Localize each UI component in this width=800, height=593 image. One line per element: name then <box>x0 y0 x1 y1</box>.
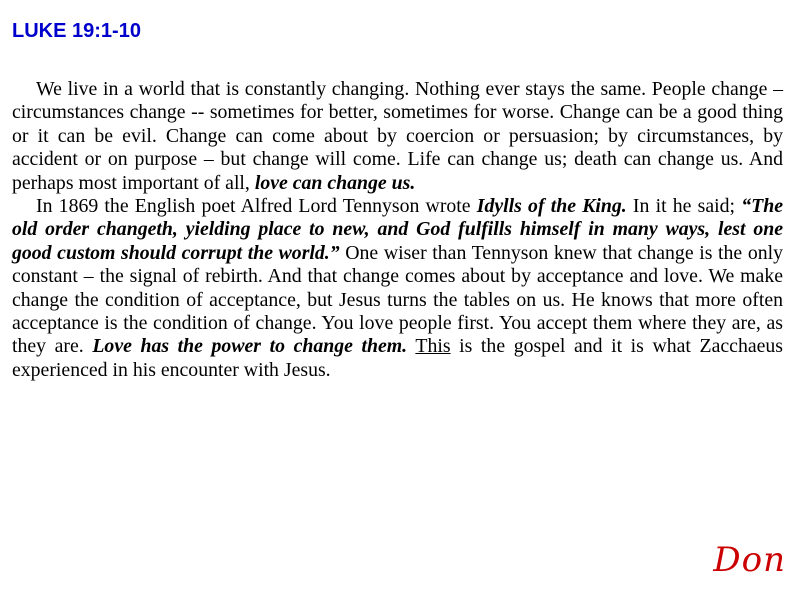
document-body <box>12 78 783 382</box>
work-title: Idylls of the King. <box>476 195 627 218</box>
tennyson-quote: “The old order changeth, yielding place to new, and God fulfills himself in many ways, lest one good custom should corrupt the world.” <box>12 195 783 264</box>
paragraph-2-middle: One wiser than Tennyson knew that change is the only constant – the signal of rebirth. And that change comes about by acceptance and love. We make change the condition of acceptance, but Jesus turns the tables on us. He knows that more often acceptance is the condition of change. You love people first. You accept them where they are, as they are. <box>12 241 783 358</box>
paragraph-2-emphasis: Love has the power to change them. <box>92 335 408 358</box>
paragraph-2-ending: is the gospel and it is what Zacchaeus experienced in his encounter with Jesus. <box>12 335 783 381</box>
paragraph-2-said: In it he said; <box>626 195 742 218</box>
paragraph-1-text: We live in a world that is constantly changing. Nothing ever stays the same. People change – circumstances change -- sometimes for better, sometimes for worse. Change can be a good thing or it can be evil. Change can come about by coercion or persuasion; by circumstances, by accident or on purpose – but change will come. Life can change us; death can change us. And perhaps most important of all, <box>12 78 783 194</box>
paragraph-1 <box>12 78 783 195</box>
paragraph-2 <box>12 195 783 382</box>
page-heading: LUKE 19:1-10 <box>12 20 141 42</box>
signature: Don <box>713 540 786 580</box>
paragraph-2-intro: In 1869 the English poet Alfred Lord Tennyson wrote <box>36 195 477 218</box>
underlined-word: This <box>415 335 451 358</box>
paragraph-1-emphasis: love can change us. <box>254 171 416 194</box>
